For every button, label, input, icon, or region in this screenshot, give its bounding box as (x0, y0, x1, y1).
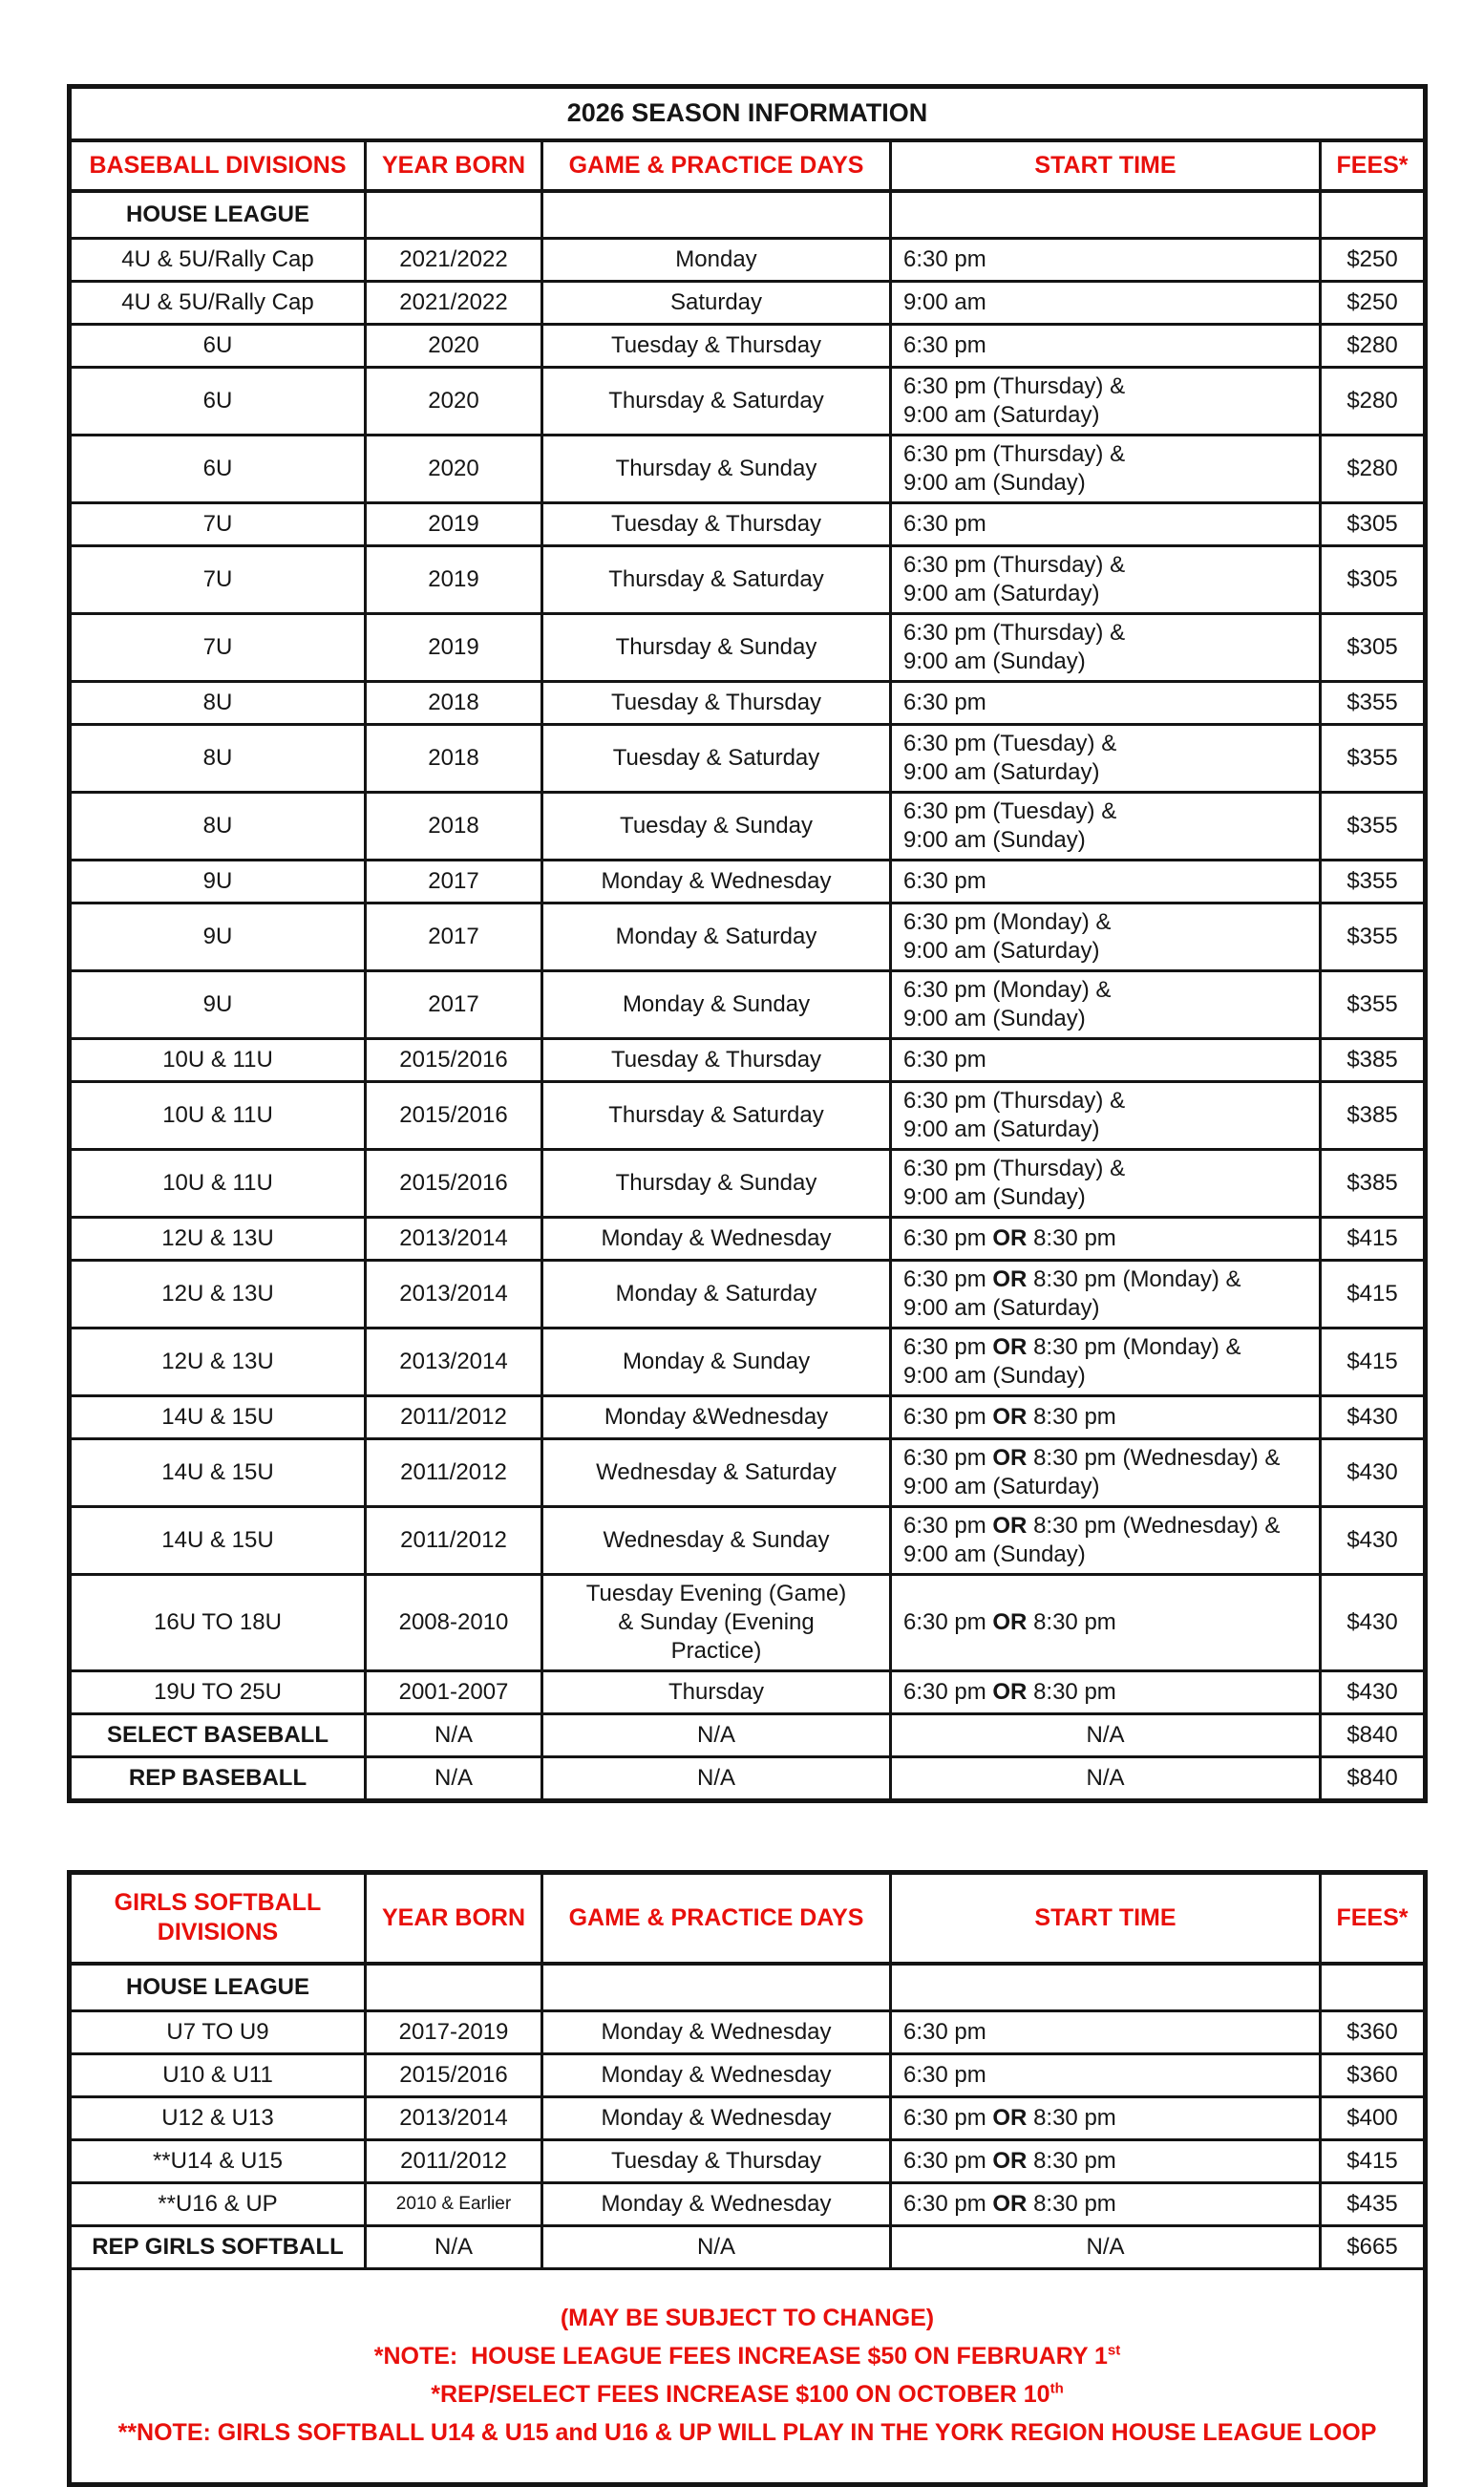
table-row (70, 2139, 1426, 2182)
start-time-cell: 6:30 pm OR 8:30 pm (891, 1575, 1321, 1671)
year-born-cell: 2011/2012 (366, 1507, 542, 1575)
table-row (70, 725, 1426, 793)
start-time-cell: 6:30 pm (891, 325, 1321, 368)
table-row (70, 861, 1426, 903)
table-row (70, 503, 1426, 546)
division-cell: 19U TO 25U (70, 1671, 366, 1714)
start-time-cell: N/A (891, 1757, 1321, 1801)
division-cell: 14U & 15U (70, 1439, 366, 1507)
table-row (70, 1261, 1426, 1329)
division-cell: 10U & 11U (70, 1039, 366, 1082)
table-row (70, 1575, 1426, 1671)
days-cell: Monday & Sunday (542, 1329, 891, 1396)
year-born-cell: 2015/2016 (366, 1082, 542, 1150)
year-born-cell: 2018 (366, 793, 542, 861)
days-cell: Monday & Wednesday (542, 2096, 891, 2139)
start-time-cell: 6:30 pm (Thursday) & 9:00 am (Saturday) (891, 368, 1321, 436)
days-cell: Monday & Wednesday (542, 2010, 891, 2053)
days-cell: Thursday & Saturday (542, 368, 891, 436)
year-born-cell: 2015/2016 (366, 2053, 542, 2096)
table-row (70, 1714, 1426, 1757)
division-cell: SELECT BASEBALL (70, 1714, 366, 1757)
year-born-cell: 2013/2014 (366, 1261, 542, 1329)
division-cell: REP BASEBALL (70, 1757, 366, 1801)
start-time-cell: 6:30 pm (Thursday) & 9:00 am (Saturday) (891, 546, 1321, 614)
fee-cell: $355 (1321, 971, 1426, 1039)
fee-cell: $385 (1321, 1039, 1426, 1082)
start-time-cell: 6:30 pm OR 8:30 pm (891, 2139, 1321, 2182)
days-cell: Thursday (542, 1671, 891, 1714)
year-born-cell: 2015/2016 (366, 1039, 542, 1082)
start-time-cell: 6:30 pm OR 8:30 pm (891, 1396, 1321, 1439)
fee-cell: $280 (1321, 325, 1426, 368)
division-cell: 7U (70, 614, 366, 682)
year-born-cell: 2019 (366, 614, 542, 682)
table-row (70, 1396, 1426, 1439)
division-cell: 8U (70, 682, 366, 725)
days-cell: Monday & Saturday (542, 903, 891, 971)
table-row (70, 2225, 1426, 2268)
softball-header-row (70, 1873, 1426, 1964)
year-born-cell: 2013/2014 (366, 1218, 542, 1261)
division-cell: U10 & U11 (70, 2053, 366, 2096)
start-time-cell: 6:30 pm (Thursday) & 9:00 am (Sunday) (891, 436, 1321, 503)
year-born-cell: 2017 (366, 971, 542, 1039)
table-row (70, 682, 1426, 725)
fee-cell: $415 (1321, 1218, 1426, 1261)
start-time-cell: 6:30 pm (891, 1039, 1321, 1082)
year-born-cell: 2017-2019 (366, 2010, 542, 2053)
start-time-cell: 6:30 pm OR 8:30 pm (891, 2182, 1321, 2225)
start-time-cell: N/A (891, 1714, 1321, 1757)
year-born-cell (366, 1964, 542, 2011)
fee-cell: $415 (1321, 1261, 1426, 1329)
note-line: **NOTE: GIRLS SOFTBALL U14 & U15 and U16 & UP WILL PLAY IN THE YORK REGION HOUSE LEAGUE LOOP (117, 2419, 1377, 2447)
note-line: *REP/SELECT FEES INCREASE $100 ON OCTOBER 10th (431, 2380, 1064, 2408)
column-header: FEES* (1321, 1873, 1426, 1964)
column-header: START TIME (891, 1873, 1321, 1964)
days-cell: Monday & Wednesday (542, 861, 891, 903)
fee-cell: $400 (1321, 2096, 1426, 2139)
start-time-cell (891, 1964, 1321, 2011)
division-cell: 12U & 13U (70, 1218, 366, 1261)
column-header: GAME & PRACTICE DAYS (542, 140, 891, 191)
division-cell: 6U (70, 368, 366, 436)
fee-cell: $430 (1321, 1575, 1426, 1671)
division-cell: 8U (70, 793, 366, 861)
table-row (70, 1671, 1426, 1714)
start-time-cell (891, 191, 1321, 239)
table-row (70, 793, 1426, 861)
division-cell: 10U & 11U (70, 1082, 366, 1150)
fee-cell: $385 (1321, 1150, 1426, 1218)
days-cell (542, 1964, 891, 2011)
table-row (70, 903, 1426, 971)
start-time-cell: 6:30 pm (Thursday) & 9:00 am (Sunday) (891, 1150, 1321, 1218)
days-cell: Tuesday & Thursday (542, 1039, 891, 1082)
division-cell: 4U & 5U/Rally Cap (70, 239, 366, 282)
fee-cell: $430 (1321, 1507, 1426, 1575)
notes-box (70, 2268, 1426, 2484)
days-cell: Tuesday & Thursday (542, 325, 891, 368)
year-born-cell: 2018 (366, 725, 542, 793)
table-row (70, 325, 1426, 368)
year-born-cell: 2011/2012 (366, 1439, 542, 1507)
column-header: BASEBALL DIVISIONS (70, 140, 366, 191)
table-row (70, 1082, 1426, 1150)
table-row (70, 1039, 1426, 1082)
baseball-schedule-table (67, 84, 1428, 1803)
column-header: START TIME (891, 140, 1321, 191)
start-time-cell: 6:30 pm (Tuesday) & 9:00 am (Saturday) (891, 725, 1321, 793)
days-cell: Monday & Wednesday (542, 2182, 891, 2225)
start-time-cell: 6:30 pm (891, 682, 1321, 725)
start-time-cell: 6:30 pm (891, 861, 1321, 903)
division-cell: 8U (70, 725, 366, 793)
days-cell: Monday (542, 239, 891, 282)
division-cell: 14U & 15U (70, 1507, 366, 1575)
days-cell: Thursday & Saturday (542, 1082, 891, 1150)
year-born-cell: 2021/2022 (366, 282, 542, 325)
year-born-cell: 2020 (366, 436, 542, 503)
table-row (70, 546, 1426, 614)
fee-cell: $355 (1321, 725, 1426, 793)
note-line: (MAY BE SUBJECT TO CHANGE) (560, 2304, 935, 2331)
notes-row (70, 2268, 1426, 2484)
division-cell: 9U (70, 861, 366, 903)
division-cell: 6U (70, 436, 366, 503)
start-time-cell: 6:30 pm OR 8:30 pm (Wednesday) & 9:00 am (Saturday) (891, 1439, 1321, 1507)
table-row (70, 368, 1426, 436)
fee-cell: $250 (1321, 239, 1426, 282)
start-time-cell: 6:30 pm OR 8:30 pm (Wednesday) & 9:00 am (Sunday) (891, 1507, 1321, 1575)
fee-cell: $385 (1321, 1082, 1426, 1150)
year-born-cell: 2018 (366, 682, 542, 725)
days-cell: Tuesday & Sunday (542, 793, 891, 861)
year-born-cell: 2019 (366, 503, 542, 546)
division-cell: **U16 & UP (70, 2182, 366, 2225)
table-row (70, 2053, 1426, 2096)
days-cell (542, 191, 891, 239)
fee-cell: $840 (1321, 1714, 1426, 1757)
days-cell: N/A (542, 2225, 891, 2268)
fee-cell: $430 (1321, 1439, 1426, 1507)
title-row (70, 87, 1426, 140)
year-born-cell: 2017 (366, 861, 542, 903)
table-row (70, 1757, 1426, 1801)
start-time-cell: 6:30 pm (891, 2010, 1321, 2053)
fee-cell: $665 (1321, 2225, 1426, 2268)
days-cell: Saturday (542, 282, 891, 325)
days-cell: Tuesday & Thursday (542, 682, 891, 725)
days-cell: Monday &Wednesday (542, 1396, 891, 1439)
start-time-cell: 6:30 pm (891, 503, 1321, 546)
fee-cell: $355 (1321, 682, 1426, 725)
year-born-cell: 2019 (366, 546, 542, 614)
column-header: YEAR BORN (366, 140, 542, 191)
start-time-cell: 9:00 am (891, 282, 1321, 325)
year-born-cell: 2008-2010 (366, 1575, 542, 1671)
start-time-cell: 6:30 pm OR 8:30 pm (Monday) & 9:00 am (Saturday) (891, 1261, 1321, 1329)
start-time-cell: 6:30 pm (Thursday) & 9:00 am (Saturday) (891, 1082, 1321, 1150)
fee-cell (1321, 1964, 1426, 2011)
days-cell: Monday & Sunday (542, 971, 891, 1039)
baseball-header-row (70, 140, 1426, 191)
fee-cell: $360 (1321, 2053, 1426, 2096)
start-time-cell: 6:30 pm (891, 239, 1321, 282)
start-time-cell: 6:30 pm (Monday) & 9:00 am (Sunday) (891, 971, 1321, 1039)
division-cell: U7 TO U9 (70, 2010, 366, 2053)
division-cell: HOUSE LEAGUE (70, 191, 366, 239)
fee-cell: $435 (1321, 2182, 1426, 2225)
start-time-cell: 6:30 pm OR 8:30 pm (891, 1218, 1321, 1261)
softball-schedule-table (67, 1870, 1428, 2487)
fee-cell: $355 (1321, 793, 1426, 861)
fee-cell: $415 (1321, 2139, 1426, 2182)
fee-cell: $430 (1321, 1671, 1426, 1714)
start-time-cell: 6:30 pm (Monday) & 9:00 am (Saturday) (891, 903, 1321, 971)
division-cell: 16U TO 18U (70, 1575, 366, 1671)
division-cell: REP GIRLS SOFTBALL (70, 2225, 366, 2268)
table-row (70, 2010, 1426, 2053)
fee-cell: $305 (1321, 614, 1426, 682)
fee-cell: $305 (1321, 546, 1426, 614)
fee-cell: $840 (1321, 1757, 1426, 1801)
year-born-cell: 2017 (366, 903, 542, 971)
table-row (70, 1218, 1426, 1261)
year-born-cell: 2010 & Earlier (366, 2182, 542, 2225)
days-cell: Monday & Wednesday (542, 1218, 891, 1261)
fee-cell: $280 (1321, 436, 1426, 503)
days-cell: Thursday & Sunday (542, 1150, 891, 1218)
days-cell: Wednesday & Sunday (542, 1507, 891, 1575)
days-cell: Wednesday & Saturday (542, 1439, 891, 1507)
year-born-cell: 2013/2014 (366, 2096, 542, 2139)
fee-cell: $430 (1321, 1396, 1426, 1439)
year-born-cell: N/A (366, 1757, 542, 1801)
days-cell: Tuesday & Thursday (542, 503, 891, 546)
table-row (70, 1507, 1426, 1575)
division-cell: **U14 & U15 (70, 2139, 366, 2182)
fee-cell: $280 (1321, 368, 1426, 436)
division-cell: 7U (70, 546, 366, 614)
division-cell: 10U & 11U (70, 1150, 366, 1218)
softball-table-body (70, 1964, 1426, 2269)
year-born-cell: 2020 (366, 368, 542, 436)
column-header: GIRLS SOFTBALL DIVISIONS (70, 1873, 366, 1964)
section-row (70, 191, 1426, 239)
fee-cell: $305 (1321, 503, 1426, 546)
fee-cell (1321, 191, 1426, 239)
days-cell: N/A (542, 1757, 891, 1801)
fee-cell: $250 (1321, 282, 1426, 325)
division-cell: 9U (70, 971, 366, 1039)
year-born-cell: N/A (366, 1714, 542, 1757)
fee-cell: $355 (1321, 861, 1426, 903)
note-line: *NOTE: HOUSE LEAGUE FEES INCREASE $50 ON FEBRUARY 1st (373, 2342, 1121, 2370)
table-row (70, 1150, 1426, 1218)
start-time-cell: 6:30 pm OR 8:30 pm (Monday) & 9:00 am (Sunday) (891, 1329, 1321, 1396)
table-row (70, 614, 1426, 682)
days-cell: Tuesday & Saturday (542, 725, 891, 793)
division-cell: 7U (70, 503, 366, 546)
fee-cell: $355 (1321, 903, 1426, 971)
days-cell: Tuesday Evening (Game) & Sunday (Evening Practice) (542, 1575, 891, 1671)
days-cell: Thursday & Sunday (542, 614, 891, 682)
baseball-table-body (70, 191, 1426, 1801)
year-born-cell: 2013/2014 (366, 1329, 542, 1396)
year-born-cell: 2021/2022 (366, 239, 542, 282)
column-header: YEAR BORN (366, 1873, 542, 1964)
division-cell: 9U (70, 903, 366, 971)
days-cell: Thursday & Saturday (542, 546, 891, 614)
section-row (70, 1964, 1426, 2011)
start-time-cell: N/A (891, 2225, 1321, 2268)
table-row (70, 1329, 1426, 1396)
fee-cell: $415 (1321, 1329, 1426, 1396)
division-cell: 12U & 13U (70, 1329, 366, 1396)
days-cell: Thursday & Sunday (542, 436, 891, 503)
column-header: GAME & PRACTICE DAYS (542, 1873, 891, 1964)
start-time-cell: 6:30 pm (891, 2053, 1321, 2096)
table-row (70, 282, 1426, 325)
table-row (70, 1439, 1426, 1507)
division-cell: 14U & 15U (70, 1396, 366, 1439)
division-cell: HOUSE LEAGUE (70, 1964, 366, 2011)
table-row (70, 2182, 1426, 2225)
year-born-cell (366, 191, 542, 239)
table-row (70, 239, 1426, 282)
days-cell: Monday & Saturday (542, 1261, 891, 1329)
division-cell: U12 & U13 (70, 2096, 366, 2139)
division-cell: 12U & 13U (70, 1261, 366, 1329)
table-row (70, 436, 1426, 503)
table-row (70, 971, 1426, 1039)
start-time-cell: 6:30 pm (Tuesday) & 9:00 am (Sunday) (891, 793, 1321, 861)
year-born-cell: N/A (366, 2225, 542, 2268)
days-cell: N/A (542, 1714, 891, 1757)
column-header: FEES* (1321, 140, 1426, 191)
year-born-cell: 2020 (366, 325, 542, 368)
year-born-cell: 2001-2007 (366, 1671, 542, 1714)
page-title: 2026 SEASON INFORMATION (70, 87, 1426, 140)
start-time-cell: 6:30 pm OR 8:30 pm (891, 2096, 1321, 2139)
division-cell: 6U (70, 325, 366, 368)
table-row (70, 2096, 1426, 2139)
fee-cell: $360 (1321, 2010, 1426, 2053)
days-cell: Monday & Wednesday (542, 2053, 891, 2096)
year-born-cell: 2011/2012 (366, 1396, 542, 1439)
start-time-cell: 6:30 pm OR 8:30 pm (891, 1671, 1321, 1714)
division-cell: 4U & 5U/Rally Cap (70, 282, 366, 325)
year-born-cell: 2015/2016 (366, 1150, 542, 1218)
start-time-cell: 6:30 pm (Thursday) & 9:00 am (Sunday) (891, 614, 1321, 682)
days-cell: Tuesday & Thursday (542, 2139, 891, 2182)
year-born-cell: 2011/2012 (366, 2139, 542, 2182)
